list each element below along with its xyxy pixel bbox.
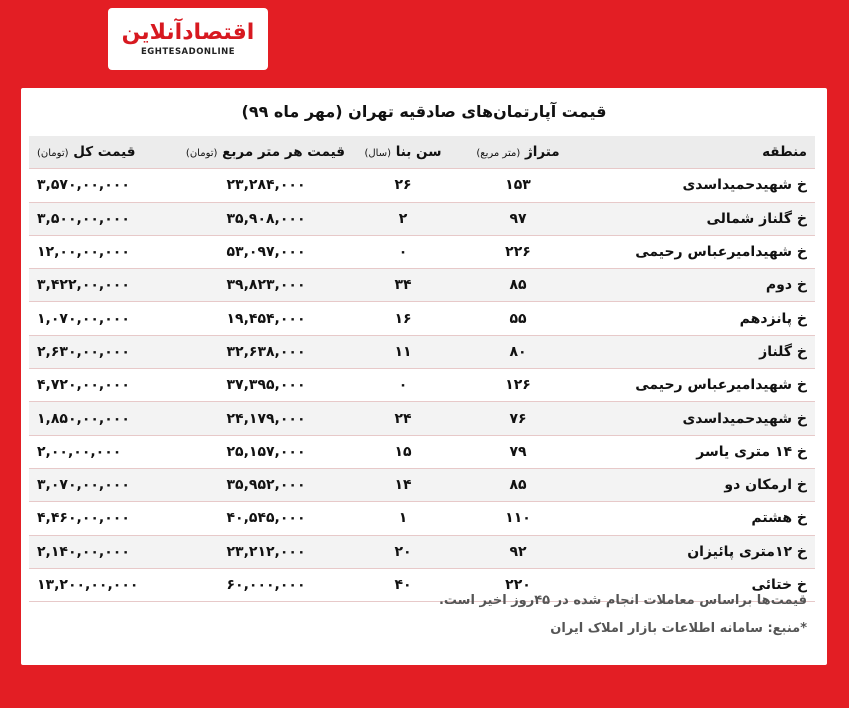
cell-total-price: ۳,۰۷۰,۰۰,۰۰۰	[29, 468, 179, 501]
cell-size: ۲۲۰	[453, 568, 583, 601]
cell-area: خ پانزدهم	[583, 302, 815, 335]
cell-total-price: ۳,۵۷۰,۰۰,۰۰۰	[29, 169, 179, 202]
cell-total-price: ۱,۸۵۰,۰۰,۰۰۰	[29, 402, 179, 435]
cell-size: ۱۵۳	[453, 169, 583, 202]
cell-total-price: ۲,۰۰,۰۰,۰۰۰	[29, 435, 179, 468]
cell-age: ۱۴	[353, 468, 453, 501]
table-row	[29, 502, 815, 535]
cell-age: ۳۴	[353, 269, 453, 302]
cell-age: ۴۰	[353, 568, 453, 601]
cell-price-per-meter: ۳۷,۳۹۵,۰۰۰	[179, 369, 353, 402]
cell-area: خ ۱۲متری پائیزان	[583, 535, 815, 568]
notes	[439, 590, 807, 646]
cell-area: خ دوم	[583, 269, 815, 302]
cell-area: خ شهیدامیرعباس رحیمی	[583, 235, 815, 268]
cell-age: ۱	[353, 502, 453, 535]
cell-price-per-meter: ۱۹,۴۵۴,۰۰۰	[179, 302, 353, 335]
cell-age: ۲۰	[353, 535, 453, 568]
cell-size: ۸۰	[453, 335, 583, 368]
table-row	[29, 269, 815, 302]
table-row	[29, 202, 815, 235]
cell-total-price: ۱۲,۰۰,۰۰,۰۰۰	[29, 235, 179, 268]
cell-age: ۰	[353, 369, 453, 402]
cell-price-per-meter: ۳۵,۹۵۲,۰۰۰	[179, 468, 353, 501]
col-header-area: منطقه	[583, 136, 815, 169]
cell-price-per-meter: ۲۳,۲۱۲,۰۰۰	[179, 535, 353, 568]
cell-area: خ هشتم	[583, 502, 815, 535]
cell-total-price: ۴,۴۶۰,۰۰,۰۰۰	[29, 502, 179, 535]
cell-age: ۱۶	[353, 302, 453, 335]
cell-total-price: ۳,۴۲۲,۰۰,۰۰۰	[29, 269, 179, 302]
cell-size: ۷۶	[453, 402, 583, 435]
cell-area: خ ختائی	[583, 568, 815, 601]
cell-total-price: ۲,۶۳۰,۰۰,۰۰۰	[29, 335, 179, 368]
cell-size: ۱۱۰	[453, 502, 583, 535]
table-row	[29, 302, 815, 335]
table-row	[29, 369, 815, 402]
price-table-card	[21, 88, 827, 665]
col-header-total-price: قیمت کل (تومان)	[29, 136, 179, 169]
cell-price-per-meter: ۳۲,۶۳۸,۰۰۰	[179, 335, 353, 368]
cell-age: ۰	[353, 235, 453, 268]
cell-size: ۵۵	[453, 302, 583, 335]
cell-price-per-meter: ۶۰,۰۰۰,۰۰۰	[179, 568, 353, 601]
cell-age: ۲	[353, 202, 453, 235]
cell-age: ۱۱	[353, 335, 453, 368]
table-row	[29, 335, 815, 368]
cell-price-per-meter: ۲۳,۲۸۴,۰۰۰	[179, 169, 353, 202]
col-header-price-per-meter: قیمت هر متر مربع (تومان)	[179, 136, 353, 169]
cell-age: ۲۶	[353, 169, 453, 202]
cell-area: خ ارمکان دو	[583, 468, 815, 501]
cell-size: ۸۵	[453, 468, 583, 501]
col-header-size: متراژ (متر مربع)	[453, 136, 583, 169]
cell-price-per-meter: ۳۹,۸۲۳,۰۰۰	[179, 269, 353, 302]
cell-size: ۲۲۶	[453, 235, 583, 268]
cell-total-price: ۱۳,۲۰۰,۰۰,۰۰۰	[29, 568, 179, 601]
page-title: قیمت آپارتمان‌های صادقیه تهران (مهر ماه ۹۹)	[241, 101, 607, 121]
cell-price-per-meter: ۳۵,۹۰۸,۰۰۰	[179, 202, 353, 235]
table-header-row	[29, 136, 815, 169]
cell-total-price: ۲,۱۴۰,۰۰,۰۰۰	[29, 535, 179, 568]
cell-area: خ شهیدحمیداسدی	[583, 402, 815, 435]
table-row	[29, 435, 815, 468]
note-source: *منبع: سامانه اطلاعات بازار املاک ایران	[550, 621, 807, 636]
cell-price-per-meter: ۵۳,۰۹۷,۰۰۰	[179, 235, 353, 268]
logo	[108, 8, 268, 70]
cell-area: خ شهیدامیرعباس رحیمی	[583, 369, 815, 402]
logo-text-fa: اقتصادآنلاین	[121, 20, 255, 45]
table-row	[29, 535, 815, 568]
cell-size: ۷۹	[453, 435, 583, 468]
table-body	[29, 169, 815, 602]
table-row	[29, 468, 815, 501]
cell-price-per-meter: ۲۵,۱۵۷,۰۰۰	[179, 435, 353, 468]
note-method: قیمت‌ها براساس معاملات انجام شده در ۴۵روز اخیر است.	[438, 593, 807, 608]
logo-text-en: EGHTESADONLINE	[140, 47, 236, 57]
cell-size: ۹۷	[453, 202, 583, 235]
cell-price-per-meter: ۲۴,۱۷۹,۰۰۰	[179, 402, 353, 435]
col-header-age: سن بنا (سال)	[353, 136, 453, 169]
table-row	[29, 169, 815, 202]
cell-size: ۸۵	[453, 269, 583, 302]
cell-size: ۱۲۶	[453, 369, 583, 402]
cell-area: خ ۱۴ متری یاسر	[583, 435, 815, 468]
cell-age: ۲۴	[353, 402, 453, 435]
cell-total-price: ۳,۵۰۰,۰۰,۰۰۰	[29, 202, 179, 235]
cell-age: ۱۵	[353, 435, 453, 468]
table-row	[29, 235, 815, 268]
cell-total-price: ۴,۷۲۰,۰۰,۰۰۰	[29, 369, 179, 402]
cell-total-price: ۱,۰۷۰,۰۰,۰۰۰	[29, 302, 179, 335]
cell-size: ۹۲	[453, 535, 583, 568]
table-row	[29, 402, 815, 435]
cell-price-per-meter: ۴۰,۵۴۵,۰۰۰	[179, 502, 353, 535]
cell-area: خ گلناز شمالی	[583, 202, 815, 235]
cell-area: خ گلناز	[583, 335, 815, 368]
cell-area: خ شهیدحمیداسدی	[583, 169, 815, 202]
price-table	[29, 136, 815, 602]
